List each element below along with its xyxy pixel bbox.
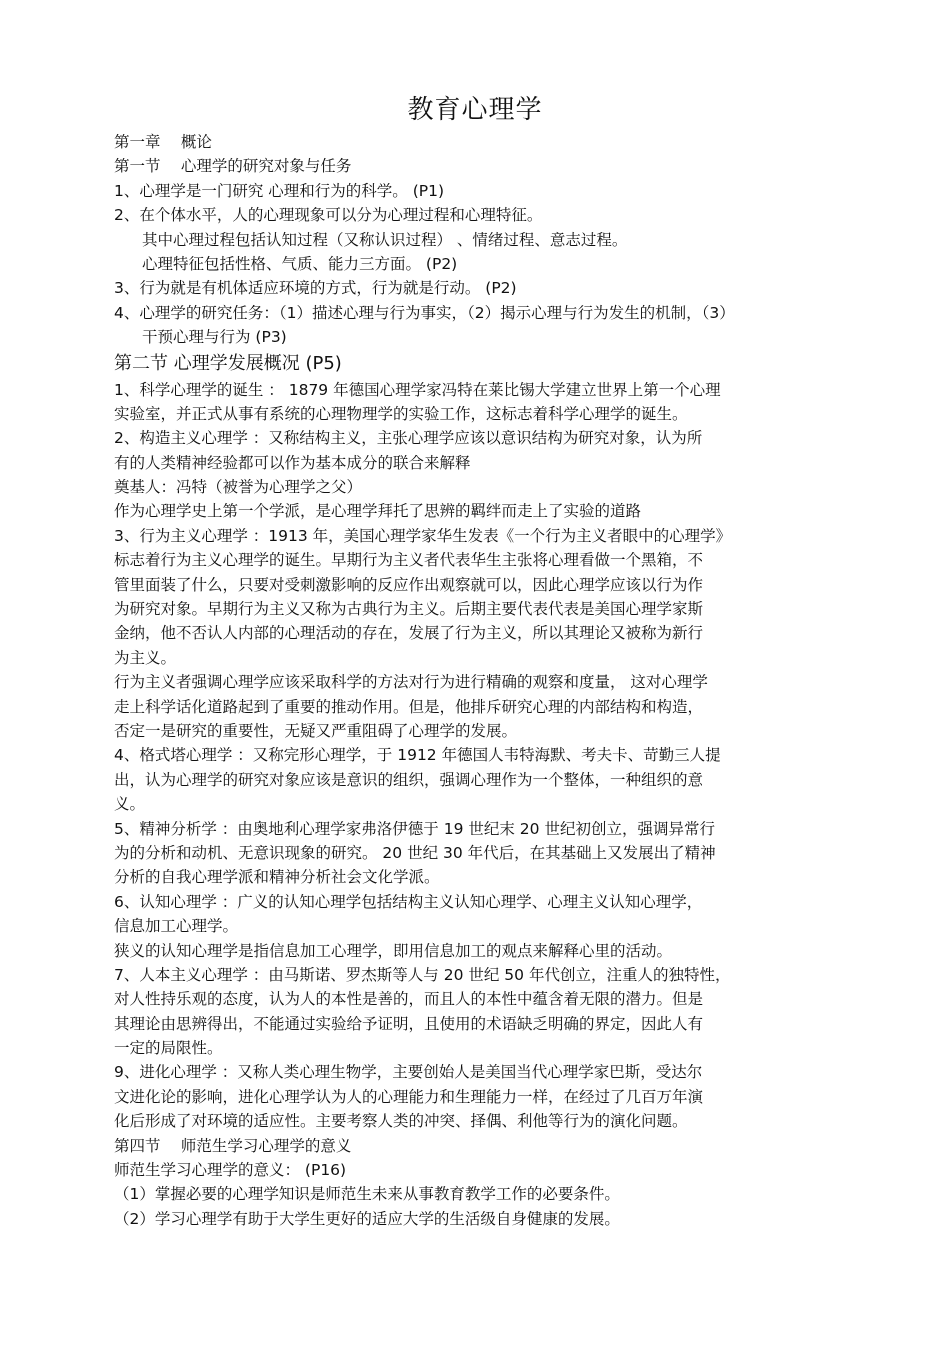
text-line: 标志着行为主义心理学的诞生。早期行为主义者代表华生主张将心理看做一个黑箱，不 [114, 551, 704, 570]
text-line: 7、人本主义心理学 ：由马斯诺、罗杰斯等人与 20 世纪 50 年代创立，注重人的独特性， [114, 965, 731, 984]
text-line: 为主义。 [114, 648, 177, 667]
text-line: 文进化论的影响，进化心理学认为人的心理能力和生理能力一样，在经过了几百万年演 [114, 1087, 704, 1106]
text-line: 9、进化心理学 ：又称人类心理生物学，主要创始人是美国当代心理学家巴斯，受达尔 [114, 1063, 703, 1082]
text-line: 义。 [114, 795, 146, 814]
text-line: 1、心理学是一门研究 心理和行为的科学。 (P1) [114, 181, 445, 200]
text-line: 出，认为心理学的研究对象应该是意识的组织，强调心理作为一个整体，一种组织的意 [114, 770, 704, 789]
text-line: 5、精神分析学 ：由奥地利心理学家弗洛伊德于 19 世纪末 20 世纪初创立，强调异常行 [114, 819, 715, 838]
text-line: 金纳，他不否认人内部的心理活动的存在，发展了行为主义，所以其理论又被称为新行 [114, 624, 704, 643]
text-line: 行为主义者强调心理学应该采取科学的方法对行为进行精确的观察和度量， 这对心理学 [114, 673, 708, 692]
text-line: 2、构造主义心理学 ：又称结构主义，主张心理学应该以意识结构为研究对象，认为所 [114, 429, 703, 448]
document-title: 教育心理学 [407, 95, 543, 125]
text-line: 否定一是研究的重要性，无疑又严重阻碍了心理学的发展。 [114, 721, 518, 740]
text-line: 作为心理学史上第一个学派，是心理学拜托了思辨的羁绊而走上了实验的道路 [114, 502, 642, 521]
text-line: 3、行为主义心理学 ：1913 年，美国心理学家华生发表《一个行为主义者眼中的心理学》 [114, 526, 732, 545]
text-line: 对人性持乐观的态度，认为人的本性是善的，而且人的本性中蕴含着无限的潜力。但是 [114, 990, 704, 1009]
text-line: 有的人类精神经验都可以作为基本成分的联合来解释 [114, 453, 471, 472]
text-line: 一定的局限性。 [114, 1039, 223, 1058]
section-heading: 第二节 心理学发展概况 (P5) [114, 352, 342, 374]
text-line: 为的分析和动机、无意识现象的研究。 20 世纪 30 年代后，在其基础上又发展出了精神 [114, 843, 716, 862]
text-line: 奠基人：冯特（被誉为心理学之父） [114, 478, 363, 497]
text-line: 师范生学习心理学的意义： (P16) [114, 1161, 347, 1180]
text-line: 4、心理学的研究任务：（1）描述心理与行为事实，（2）揭示心理与行为发生的机制，（3） [114, 303, 735, 322]
text-line: 2、在个体水平，人的心理现象可以分为心理过程和心理特征。 [114, 206, 543, 225]
text-line: 其理论由思辨得出，不能通过实验给予证明，且使用的术语缺乏明确的界定，因此人有 [114, 1014, 704, 1033]
text-line: 6、认知心理学 ：广义的认知心理学包括结构主义认知心理学、心理主义认知心理学， [114, 892, 703, 911]
text-line: 狭义的认知心理学是指信息加工心理学，即用信息加工的观点来解释心里的活动。 [114, 941, 673, 960]
text-line: （1）掌握必要的心理学知识是师范生未来从事教育教学工作的必要条件。 [114, 1185, 620, 1204]
text-line: 3、行为就是有机体适应环境的方式，行为就是行动。 (P2) [114, 279, 517, 298]
text-line: （2）学习心理学有助于大学生更好的适应大学的生活级自身健康的发展。 [114, 1209, 620, 1228]
text-line: 其中心理过程包括认知过程（又称认识过程） 、情绪过程、意志过程。 [142, 230, 628, 249]
text-line: 管里面装了什么，只要对受刺激影响的反应作出观察就可以，因此心理学应该以行为作 [114, 575, 704, 594]
text-line: 信息加工心理学。 [114, 917, 239, 936]
text-line: 分析的自我心理学派和精神分析社会文化学派。 [114, 868, 440, 887]
text-line: 干预心理与行为 (P3) [142, 328, 287, 347]
text-line: 第四节 师范生学习心理学的意义 [114, 1136, 352, 1155]
text-line: 实验室，并正式从事有系统的心理物理学的实验工作，这标志着科学心理学的诞生。 [114, 404, 688, 423]
text-line: 为研究对象。早期行为主义又称为古典行为主义。后期主要代表代表是美国心理学家斯 [114, 600, 704, 619]
text-line: 走上科学话化道路起到了重要的推动作用。但是，他排斥研究心理的内部结构和构造， [114, 697, 704, 716]
text-line: 1、科学心理学的诞生 ： 1879 年德国心理学家冯特在莱比锡大学建立世界上第一个心理 [114, 380, 721, 399]
text-line: 第一章 概论 [114, 133, 212, 151]
text-line: 第一节 心理学的研究对象与任务 [114, 157, 352, 176]
text-line: 4、格式塔心理学 ：又称完形心理学，于 1912 年德国人韦特海默、考夫卡、苛勤三人提 [114, 746, 721, 765]
text-line: 心理特征包括性格、气质、能力三方面。 (P2) [142, 254, 458, 273]
text-line: 化后形成了对环境的适应性。主要考察人类的冲突、择偶、利他等行为的演化问题。 [114, 1112, 688, 1131]
document-body [114, 130, 844, 1231]
